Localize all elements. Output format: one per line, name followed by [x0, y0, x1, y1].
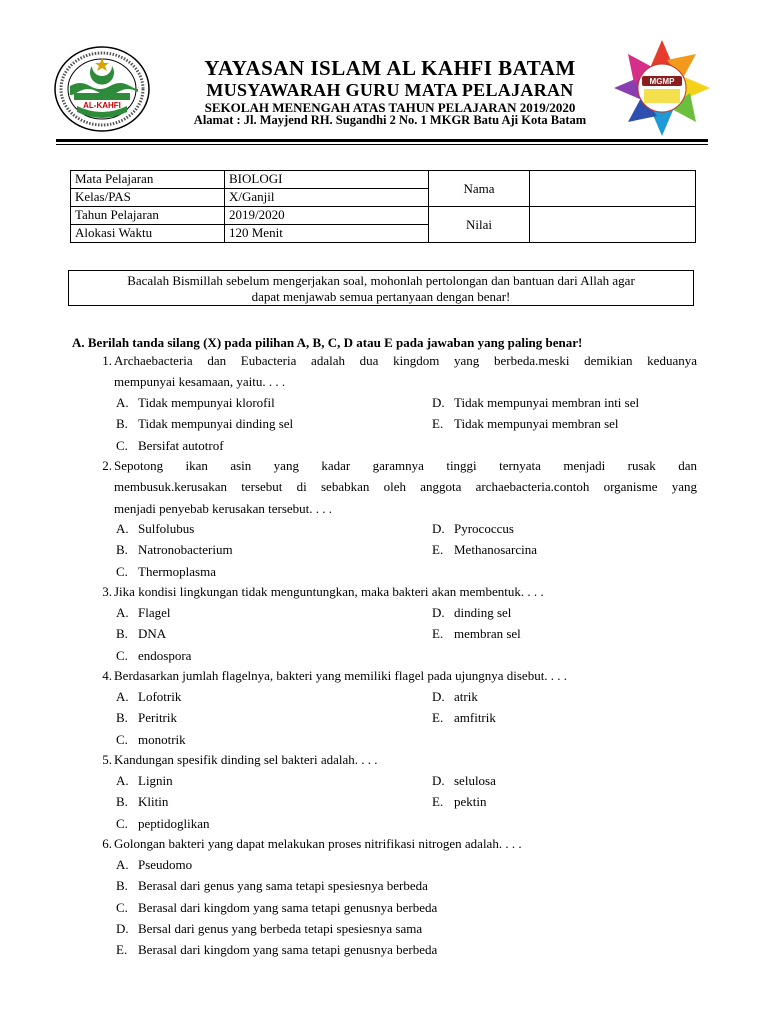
- answer-option[interactable]: [432, 689, 478, 705]
- option-text: Pyrococcus: [454, 521, 514, 536]
- option-text: DNA: [138, 626, 167, 642]
- answer-option[interactable]: [116, 564, 216, 580]
- option-letter: B.: [116, 626, 128, 642]
- student-info-table: [70, 170, 696, 243]
- answer-option[interactable]: [116, 794, 168, 810]
- option-text: selulosa: [454, 773, 496, 788]
- answer-option[interactable]: [432, 794, 487, 810]
- option-letter: B.: [116, 794, 128, 810]
- option-text: Tidak mempunyai klorofil: [138, 395, 275, 410]
- option-letter: D.: [432, 605, 445, 620]
- answer-option[interactable]: [116, 521, 194, 537]
- answer-option[interactable]: [116, 416, 293, 432]
- option-letter: C.: [116, 899, 128, 915]
- option-letter: D.: [432, 521, 445, 536]
- question-number: 5.: [102, 752, 112, 767]
- info-value: 120 Menit: [225, 225, 429, 243]
- info-value: BIOLOGI: [225, 171, 429, 189]
- option-letter: E.: [432, 794, 444, 810]
- option-text: pektin: [454, 794, 487, 810]
- option-text: Thermoplasma: [138, 563, 216, 579]
- answer-option[interactable]: [116, 857, 192, 873]
- info-value: X/Ganjil: [225, 189, 429, 207]
- answer-option[interactable]: [116, 438, 224, 454]
- option-letter: E.: [432, 542, 444, 558]
- option-letter: B.: [116, 710, 128, 726]
- option-letter: A.: [116, 857, 129, 872]
- option-text: Pseudomo: [138, 857, 193, 872]
- answer-option[interactable]: [116, 878, 428, 894]
- option-text: Flagel: [138, 605, 171, 620]
- answer-option[interactable]: [116, 626, 166, 642]
- option-text: Tidak mempunyai dinding sel: [138, 416, 294, 432]
- option-letter: B.: [116, 416, 128, 432]
- option-letter: A.: [116, 689, 129, 704]
- option-letter: A.: [116, 521, 129, 536]
- question-text: Jika kondisi lingkungan tidak menguntungkan, maka bakteri akan membentuk. . . .: [114, 584, 544, 599]
- answer-option[interactable]: [116, 689, 181, 705]
- instruction-line: dapat menjawab semua pertanyaan dengan benar!: [251, 289, 511, 304]
- info-label: Alokasi Waktu: [71, 225, 225, 243]
- score-field[interactable]: [530, 207, 696, 243]
- question-text: menjadi penyebab kerusakan tersebut. . . .: [114, 500, 333, 516]
- option-letter: C.: [116, 815, 128, 831]
- option-text: Bersal dari genus yang berbeda tetapi spesiesnya sama: [138, 920, 423, 936]
- option-text: Tidak mempunyai membran sel: [454, 416, 619, 432]
- option-text: endospora: [138, 647, 192, 663]
- header-divider-thin: [56, 144, 708, 145]
- table-row: [71, 171, 696, 189]
- school-line: SEKOLAH MENENGAH ATAS TAHUN PELAJARAN 2019/2020: [204, 100, 576, 115]
- foundation-title: YAYASAN ISLAM AL KAHFI BATAM: [204, 56, 576, 80]
- option-text: atrik: [454, 689, 478, 704]
- answer-option[interactable]: [116, 710, 177, 726]
- option-letter: E.: [432, 710, 444, 726]
- option-text: Sulfolubus: [138, 521, 195, 536]
- info-label: Tahun Pelajaran: [71, 207, 225, 225]
- option-letter: E.: [116, 942, 128, 958]
- option-letter: D.: [116, 920, 129, 936]
- option-text: monotrik: [138, 731, 186, 747]
- svg-text:MGMP: MGMP: [649, 77, 675, 86]
- answer-option[interactable]: [432, 416, 619, 432]
- answer-option[interactable]: [432, 773, 496, 789]
- question-text: Kandungan spesifik dinding sel bakteri adalah. . . .: [114, 752, 378, 767]
- option-text: membran sel: [454, 626, 521, 642]
- option-text: amfitrik: [454, 710, 496, 726]
- option-letter: E.: [432, 416, 444, 432]
- question-text: mempunyai kesamaan, yaitu. . . .: [114, 374, 286, 390]
- answer-option[interactable]: [116, 921, 422, 937]
- question-text: Archaebacteria dan Eubacteria adalah dua kingdom yang berbeda.meski demikian keduanya: [114, 353, 697, 368]
- answer-option[interactable]: [116, 732, 186, 748]
- option-text: Bersifat autotrof: [138, 437, 224, 453]
- answer-option[interactable]: [116, 816, 210, 832]
- question-text: Berdasarkan jumlah flagelnya, bakteri yang memiliki flagel pada ujungnya disebut. . . .: [114, 668, 568, 683]
- question-number: 1.: [102, 353, 112, 368]
- option-text: dinding sel: [454, 605, 512, 620]
- option-letter: A.: [116, 605, 129, 620]
- option-letter: C.: [116, 563, 128, 579]
- question-text: membusuk.kerusakan tersebut di sebabkan oleh anggota archaebacteria.contoh organisme yang: [114, 479, 697, 495]
- info-value: 2019/2020: [225, 207, 429, 225]
- instruction-box: [68, 270, 694, 306]
- option-text: Lofotrik: [138, 689, 182, 704]
- option-text: Peritrik: [138, 710, 177, 726]
- option-letter: E.: [432, 626, 444, 642]
- option-text: Lignin: [138, 773, 173, 788]
- answer-option[interactable]: [116, 542, 233, 558]
- mgmp-subtitle: MUSYAWARAH GURU MATA PELAJARAN: [206, 80, 574, 100]
- address-line: Alamat : Jl. Mayjend RH. Sugandhi 2 No. 1 MKGR Batu Aji Kota Batam: [193, 113, 587, 127]
- option-text: Berasal dari kingdom yang sama tetapi genusnya berbeda: [138, 899, 438, 915]
- option-text: Tidak mempunyai membran inti sel: [454, 395, 640, 410]
- option-letter: C.: [116, 647, 128, 663]
- option-letter: D.: [432, 689, 445, 704]
- question-text: Sepotong ikan asin yang kadar garamnya tinggi ternyata menjadi rusak dan: [114, 458, 697, 473]
- answer-option[interactable]: [432, 710, 496, 726]
- answer-option[interactable]: [116, 605, 171, 621]
- question-number: 3.: [102, 584, 112, 599]
- mgmp-logo-icon: [612, 38, 712, 138]
- answer-option[interactable]: [432, 521, 514, 537]
- option-text: Klitin: [138, 794, 169, 810]
- svg-text:AL-KAHFI: AL-KAHFI: [83, 101, 121, 110]
- option-text: peptidoglikan: [138, 815, 210, 831]
- option-letter: A.: [116, 773, 129, 788]
- option-letter: C.: [116, 731, 128, 747]
- answer-option[interactable]: [116, 942, 437, 958]
- question-number: 2.: [102, 458, 112, 473]
- answer-option[interactable]: [116, 648, 191, 664]
- answer-option[interactable]: [116, 900, 437, 916]
- name-field[interactable]: [530, 171, 696, 207]
- answer-option[interactable]: [432, 542, 537, 558]
- answer-option[interactable]: [432, 605, 511, 621]
- option-text: Berasal dari genus yang sama tetapi spesiesnya berbeda: [138, 878, 428, 894]
- option-letter: C.: [116, 437, 128, 453]
- option-letter: A.: [116, 395, 129, 410]
- instruction-line: Bacalah Bismillah sebelum mengerjakan soal, mohonlah pertolongan dan bantuan dari Allah agar: [127, 273, 635, 288]
- name-label: Nama: [429, 171, 530, 207]
- question-number: 4.: [102, 668, 112, 683]
- option-text: Methanosarcina: [454, 542, 538, 558]
- table-row: [71, 207, 696, 225]
- section-heading: A. Berilah tanda silang (X) pada pilihan A, B, C, D atau E pada jawaban yang paling benar!: [72, 335, 583, 350]
- answer-option[interactable]: [116, 773, 173, 789]
- option-text: Natronobacterium: [138, 542, 233, 558]
- header-divider: [56, 139, 708, 142]
- answer-option[interactable]: [432, 626, 521, 642]
- option-letter: B.: [116, 542, 128, 558]
- yayasan-al-kahfi-seal-icon: [52, 44, 152, 134]
- option-letter: B.: [116, 878, 128, 894]
- option-text: Berasal dari kingdom yang sama tetapi genusnya berbeda: [138, 942, 438, 958]
- option-letter: D.: [432, 395, 445, 410]
- info-label: Kelas/PAS: [71, 189, 225, 207]
- answer-option[interactable]: [116, 395, 275, 411]
- question-number: 6.: [102, 836, 112, 851]
- info-label: Mata Pelajaran: [71, 171, 225, 189]
- answer-option[interactable]: [432, 395, 639, 411]
- question-text: Golongan bakteri yang dapat melakukan proses nitrifikasi nitrogen adalah. . . .: [114, 836, 522, 851]
- score-label: Nilai: [429, 207, 530, 243]
- option-letter: D.: [432, 773, 445, 788]
